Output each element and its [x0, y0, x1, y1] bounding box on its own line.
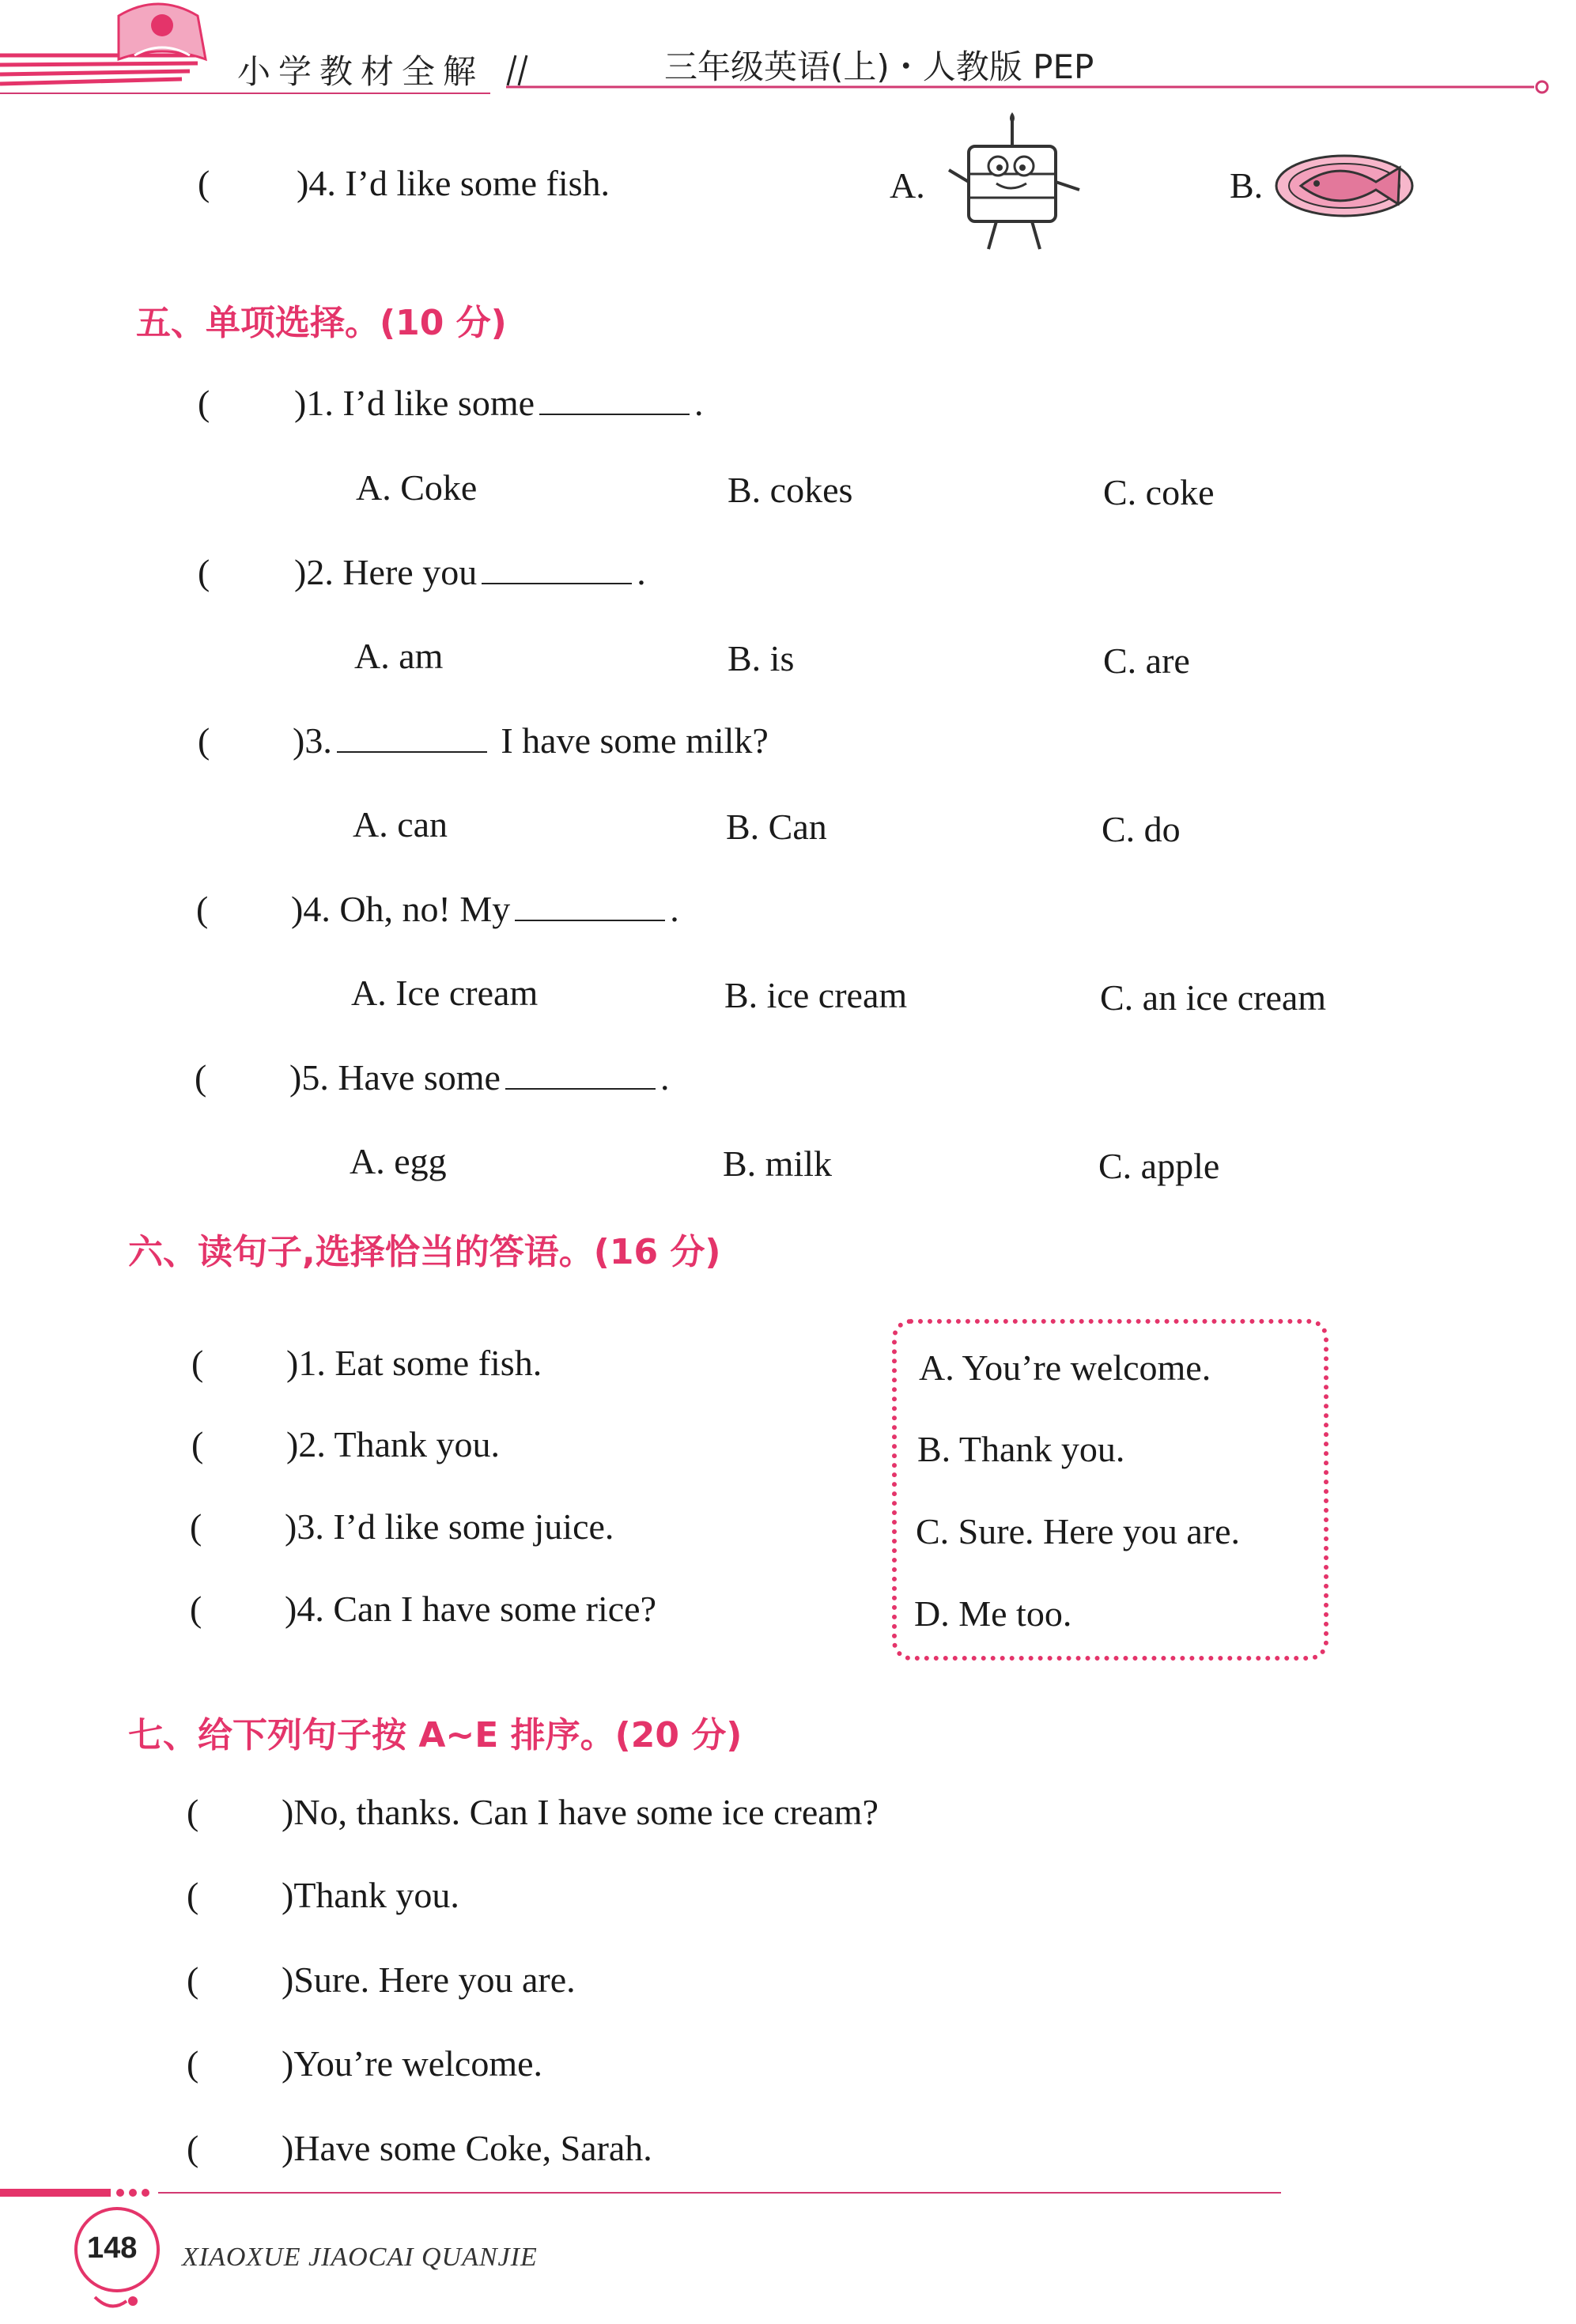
answer-blank [482, 551, 632, 584]
q3-option-c: C. do [1102, 809, 1181, 849]
answer-paren: ( [198, 163, 210, 203]
order-item-4: )You’re welcome. [282, 2043, 543, 2084]
question-4: )4. Oh, no! My . [291, 889, 679, 929]
answer-paren: ( [198, 552, 210, 592]
question-5: )5. Have some . [289, 1057, 670, 1098]
option-b-label: B. [1230, 165, 1264, 206]
answer-paren: ( [198, 383, 210, 423]
q2-option-c: C. are [1103, 641, 1190, 681]
option-a-label: A. [890, 165, 925, 206]
q4-option-c: C. an ice cream [1100, 977, 1327, 1018]
answer-paren: ( [187, 1959, 199, 2000]
page-number: 148 [87, 2231, 138, 2265]
answer-paren: ( [191, 1343, 204, 1383]
section-6-title: 六、读句子,选择恰当的答语。(16 分) [128, 1232, 721, 1272]
book-logo-icon [119, 4, 206, 59]
answer-paren: ( [187, 2043, 199, 2084]
q5-option-a: A. egg [350, 1141, 447, 1181]
answer-paren: ( [196, 889, 209, 929]
question-1: )1. I’d like some . [294, 383, 704, 423]
answer-blank [337, 720, 487, 753]
order-item-2: )Thank you. [282, 1875, 459, 1915]
footer-series-text: XIAOXUE JIAOCAI QUANJIE [182, 2243, 538, 2272]
q4-option-a: A. Ice cream [351, 973, 539, 1013]
fish-plate-icon [1273, 150, 1415, 221]
match-item-1: )1. Eat some fish. [286, 1343, 542, 1383]
cake-character-icon [941, 111, 1099, 261]
answer-d: D. Me too. [914, 1593, 1072, 1634]
answer-paren: ( [198, 720, 210, 761]
q5-option-b: B. milk [723, 1143, 833, 1184]
question-text: )4. I’d like some fish. [297, 163, 610, 203]
order-item-3: )Sure. Here you are. [282, 1959, 576, 2000]
answer-paren: ( [195, 1057, 207, 1098]
q1-option-c: C. coke [1103, 472, 1215, 512]
answer-paren: ( [187, 2128, 199, 2168]
answer-paren: ( [191, 1424, 204, 1464]
q4-option-b: B. ice cream [724, 975, 908, 1015]
answer-b: B. Thank you. [917, 1429, 1125, 1469]
match-item-2: )2. Thank you. [286, 1424, 501, 1464]
answer-blank [515, 888, 665, 921]
q2-option-b: B. is [728, 638, 795, 678]
q1-option-a: A. Coke [356, 467, 478, 508]
match-item-3: )3. I’d like some juice. [285, 1506, 614, 1547]
answer-blank [505, 1056, 656, 1090]
answer-blank [539, 382, 690, 415]
section-7-title: 七、给下列句子按 A~E 排序。(20 分) [128, 1715, 743, 1755]
book-title: 三年级英语(上)・人教版 PEP [664, 47, 1094, 86]
section-5-title: 五、单项选择。(10 分) [136, 303, 507, 343]
question-2: )2. Here you . [294, 552, 646, 592]
answer-paren: ( [190, 1506, 202, 1547]
match-item-4: )4. Can I have some rice? [285, 1589, 657, 1629]
answer-a: A. You’re welcome. [919, 1347, 1211, 1388]
answer-c: C. Sure. Here you are. [916, 1511, 1241, 1551]
question-3: )3. I have some milk? [293, 720, 769, 761]
q1-option-b: B. cokes [728, 470, 853, 510]
q3-option-b: B. Can [726, 807, 827, 847]
q2-option-a: A. am [354, 636, 444, 676]
answer-paren: ( [190, 1589, 202, 1629]
q3-option-a: A. can [353, 804, 448, 845]
answer-paren: ( [187, 1792, 199, 1832]
order-item-5: )Have some Coke, Sarah. [282, 2128, 652, 2168]
q5-option-c: C. apple [1098, 1146, 1220, 1186]
series-title: 小学教材全解 [237, 52, 485, 91]
answer-paren: ( [187, 1875, 199, 1915]
order-item-1: )No, thanks. Can I have some ice cream? [282, 1792, 879, 1832]
